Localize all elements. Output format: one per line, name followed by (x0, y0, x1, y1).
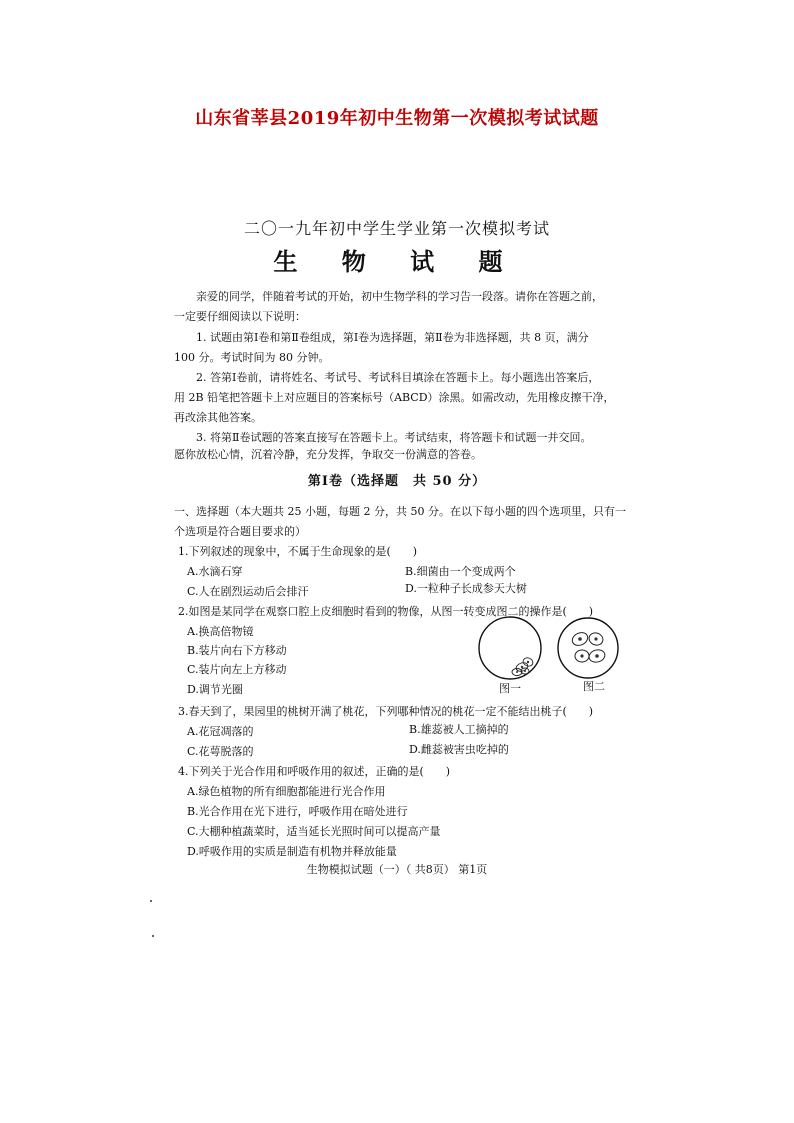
note-2b: 用 2B 铅笔把答题卡上对应题目的答案标号（ABCD）涂黑。如需改动，先用橡皮擦干净， (174, 391, 615, 404)
question-2-option-b: B.装片向右下方移动 (187, 644, 287, 657)
question-3-option-b: B.雄蕊被人工摘掉的 (409, 723, 509, 736)
figure-one-label: 图一 (499, 682, 521, 695)
question-2-option-a: A.换高倍物镜 (187, 625, 254, 638)
scan-speck (152, 935, 154, 937)
question-1-option-c: C.人在剧烈运动后会排汗 (187, 585, 309, 598)
scan-speck (150, 900, 152, 902)
figure-one-view (479, 617, 541, 679)
question-4-option-a: A.绿色植物的所有细胞都能进行光合作用 (187, 785, 386, 798)
question-4-stem: 4.下列关于光合作用和呼吸作用的叙述，正确的是( ) (178, 765, 451, 778)
note-1a: 1. 试题由第Ⅰ卷和第Ⅱ卷组成，第Ⅰ卷为选择题，第Ⅱ卷为非选择题，共 8 页，满分 (196, 331, 589, 344)
intro-line-1: 亲爱的同学，伴随着考试的开始，初中生物学科的学习告一段落。请你在答题之前， (196, 290, 603, 303)
note-1b: 100 分。考试时间为 80 分钟。 (174, 351, 330, 364)
intro-line-2: 一定要仔细阅读以下说明： (174, 310, 306, 323)
note-2c: 再改涂其他答案。 (174, 411, 262, 424)
section-instructions-2: 个选项是符合题目要求的） (174, 525, 306, 538)
question-2-option-d: D.调节光圈 (187, 683, 243, 696)
question-3-option-d: D.雌蕊被害虫吃掉的 (409, 743, 509, 756)
page-footer: 生物模拟试题（一）（ 共8页） 第1页 (306, 863, 488, 876)
question-1-stem: 1.下列叙述的现象中，不属于生命现象的是( ) (178, 545, 418, 558)
question-4-option-d: D.呼吸作用的实质是制造有机物并释放能量 (187, 845, 397, 858)
exam-name: 二〇一九年初中学生学业第一次模拟考试 (243, 219, 550, 238)
question-1-option-b: B.细菌由一个变成两个 (405, 565, 516, 578)
wish-text: 愿你放松心情，沉着冷静，充分发挥，争取交一份满意的答卷。 (174, 448, 482, 461)
question-1-option-a: A.水滴石穿 (187, 565, 243, 578)
question-4-option-c: C.大棚种植蔬菜时，适当延长光照时间可以提高产量 (187, 825, 441, 838)
figure-two-view (558, 618, 618, 678)
section-title: 第Ⅰ卷（选择题 共 50 分） (307, 474, 487, 489)
question-2-option-c: C.装片向左上方移动 (187, 663, 287, 676)
question-3-option-a: A.花冠凋落的 (187, 725, 254, 738)
document-title: 山东省莘县2019年初中生物第一次模拟考试试题 (195, 108, 599, 129)
figure-two-label: 图二 (583, 680, 605, 693)
question-1-option-d: D.一粒种子长成参天大树 (405, 582, 527, 595)
question-3-stem: 3.春天到了，果园里的桃树开满了桃花，下列哪种情况的桃花一定不能结出桃子( ) (178, 705, 594, 718)
question-4-option-b: B.光合作用在光下进行，呼吸作用在暗处进行 (187, 805, 408, 818)
note-3: 3. 将第Ⅱ卷试题的答案直接写在答题卡上。考试结束，将答题卡和试题一并交回。 (196, 431, 592, 444)
subject-title: 生 物 试 题 (273, 247, 521, 276)
note-2a: 2. 答第Ⅰ卷前，请将姓名、考试号、考试科目填涂在答题卡上。每小题选出答案后， (196, 371, 600, 384)
section-instructions-1: 一、选择题（本大题共 25 小题，每题 2 分，共 50 分。在以下每小题的四个选项里，只有一 (174, 505, 626, 518)
question-3-option-c: C.花萼脱落的 (187, 745, 254, 758)
question-2-stem: 2.如图是某同学在观察口腔上皮细胞时看到的物像，从图一转变成图二的操作是( ) (178, 605, 594, 618)
